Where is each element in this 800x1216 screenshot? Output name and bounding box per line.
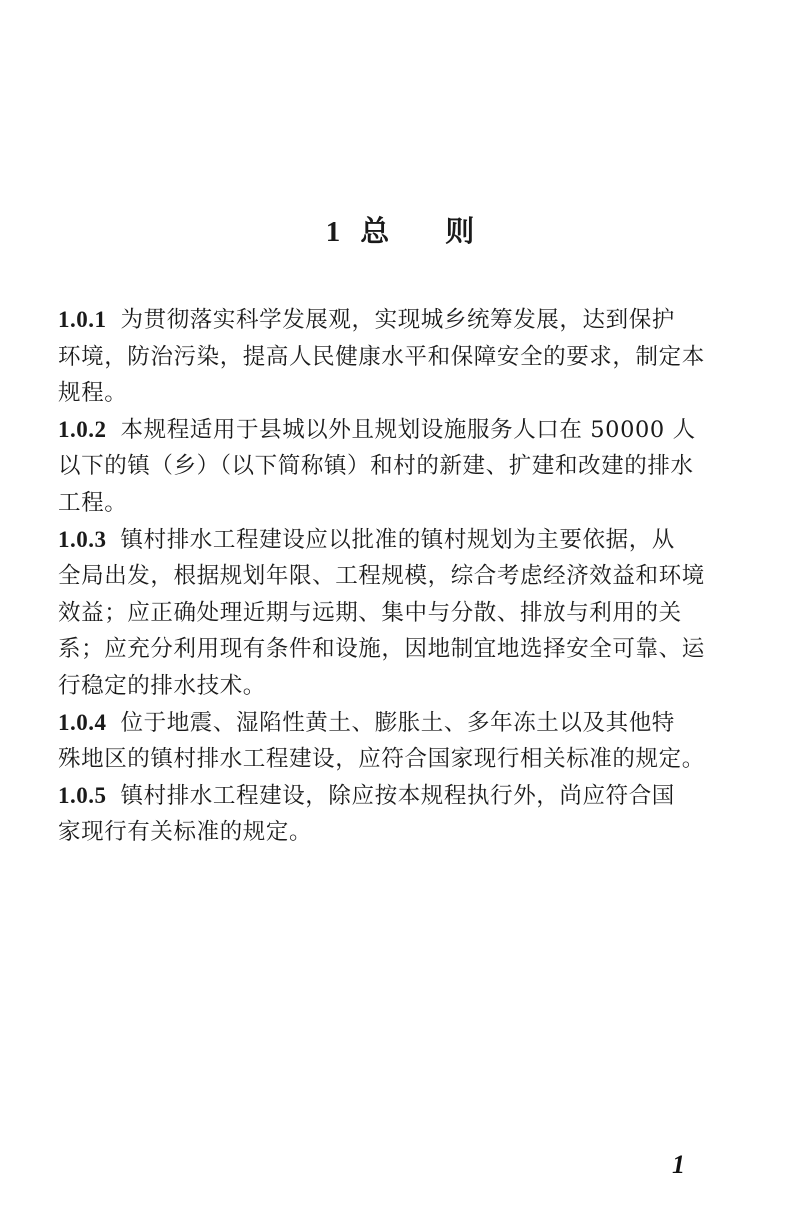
clause-line: 全局出发，根据规划年限、工程规模，综合考虑经济效益和环境 [58, 563, 705, 590]
clause-1-0-3 [58, 522, 748, 705]
clause-line: 系；应充分利用现有条件和设施，因地制宜地选择安全可靠、运 [58, 636, 705, 663]
clause-line: 工程。 [58, 489, 128, 516]
chapter-title-char-2: 则 [445, 214, 475, 248]
clause-text: 镇村排水工程建设，除应按本规程执行外，尚应符合国 [120, 782, 675, 809]
clause-number: 1.0.2 [58, 416, 107, 442]
clause-line [58, 412, 748, 449]
clause-line: 规程。 [58, 380, 128, 407]
clause-line: 行稳定的排水技术。 [58, 672, 266, 699]
clause-number: 1.0.3 [58, 526, 107, 552]
clause-line: 环境，防治污染，提高人民健康水平和保障安全的要求，制定本 [58, 343, 705, 370]
clause-line [58, 302, 748, 339]
clause-text: 本规程适用于县城以外且规划设施服务人口在 50000 人 [120, 416, 696, 443]
page-number: 1 [672, 1150, 685, 1179]
clause-text: 镇村排水工程建设应以批准的镇村规划为主要依据，从 [120, 526, 675, 553]
clause-line: 效益；应正确处理近期与远期、集中与分散、排放与利用的关 [58, 599, 682, 626]
clause-text: 为贯彻落实科学发展观，实现城乡统筹发展，达到保护 [120, 307, 675, 333]
clause-number: 1.0.1 [58, 307, 107, 332]
clause-1-0-2 [58, 412, 748, 522]
clause-line: 以下的镇（乡）（以下简称镇）和村的新建、扩建和改建的排水 [58, 453, 694, 480]
chapter-body [58, 302, 748, 851]
clause-line: 殊地区的镇村排水工程建设，应符合国家现行相关标准的规定。 [58, 746, 705, 773]
clause-line [58, 705, 748, 742]
clause-number: 1.0.4 [58, 709, 107, 735]
clause-number: 1.0.5 [58, 782, 107, 808]
clause-line [58, 778, 748, 815]
clause-text: 位于地震、湿陷性黄土、膨胀土、多年冻土以及其他特 [120, 709, 675, 736]
chapter-title-char-1: 总 [360, 214, 390, 248]
clause-1-0-1 [58, 302, 748, 412]
chapter-title [0, 211, 800, 252]
clause-1-0-5 [58, 778, 748, 851]
clause-1-0-4 [58, 705, 748, 778]
clause-line [58, 522, 748, 559]
chapter-number: 1 [325, 216, 341, 248]
clause-line: 家现行有关标准的规定。 [58, 819, 313, 846]
